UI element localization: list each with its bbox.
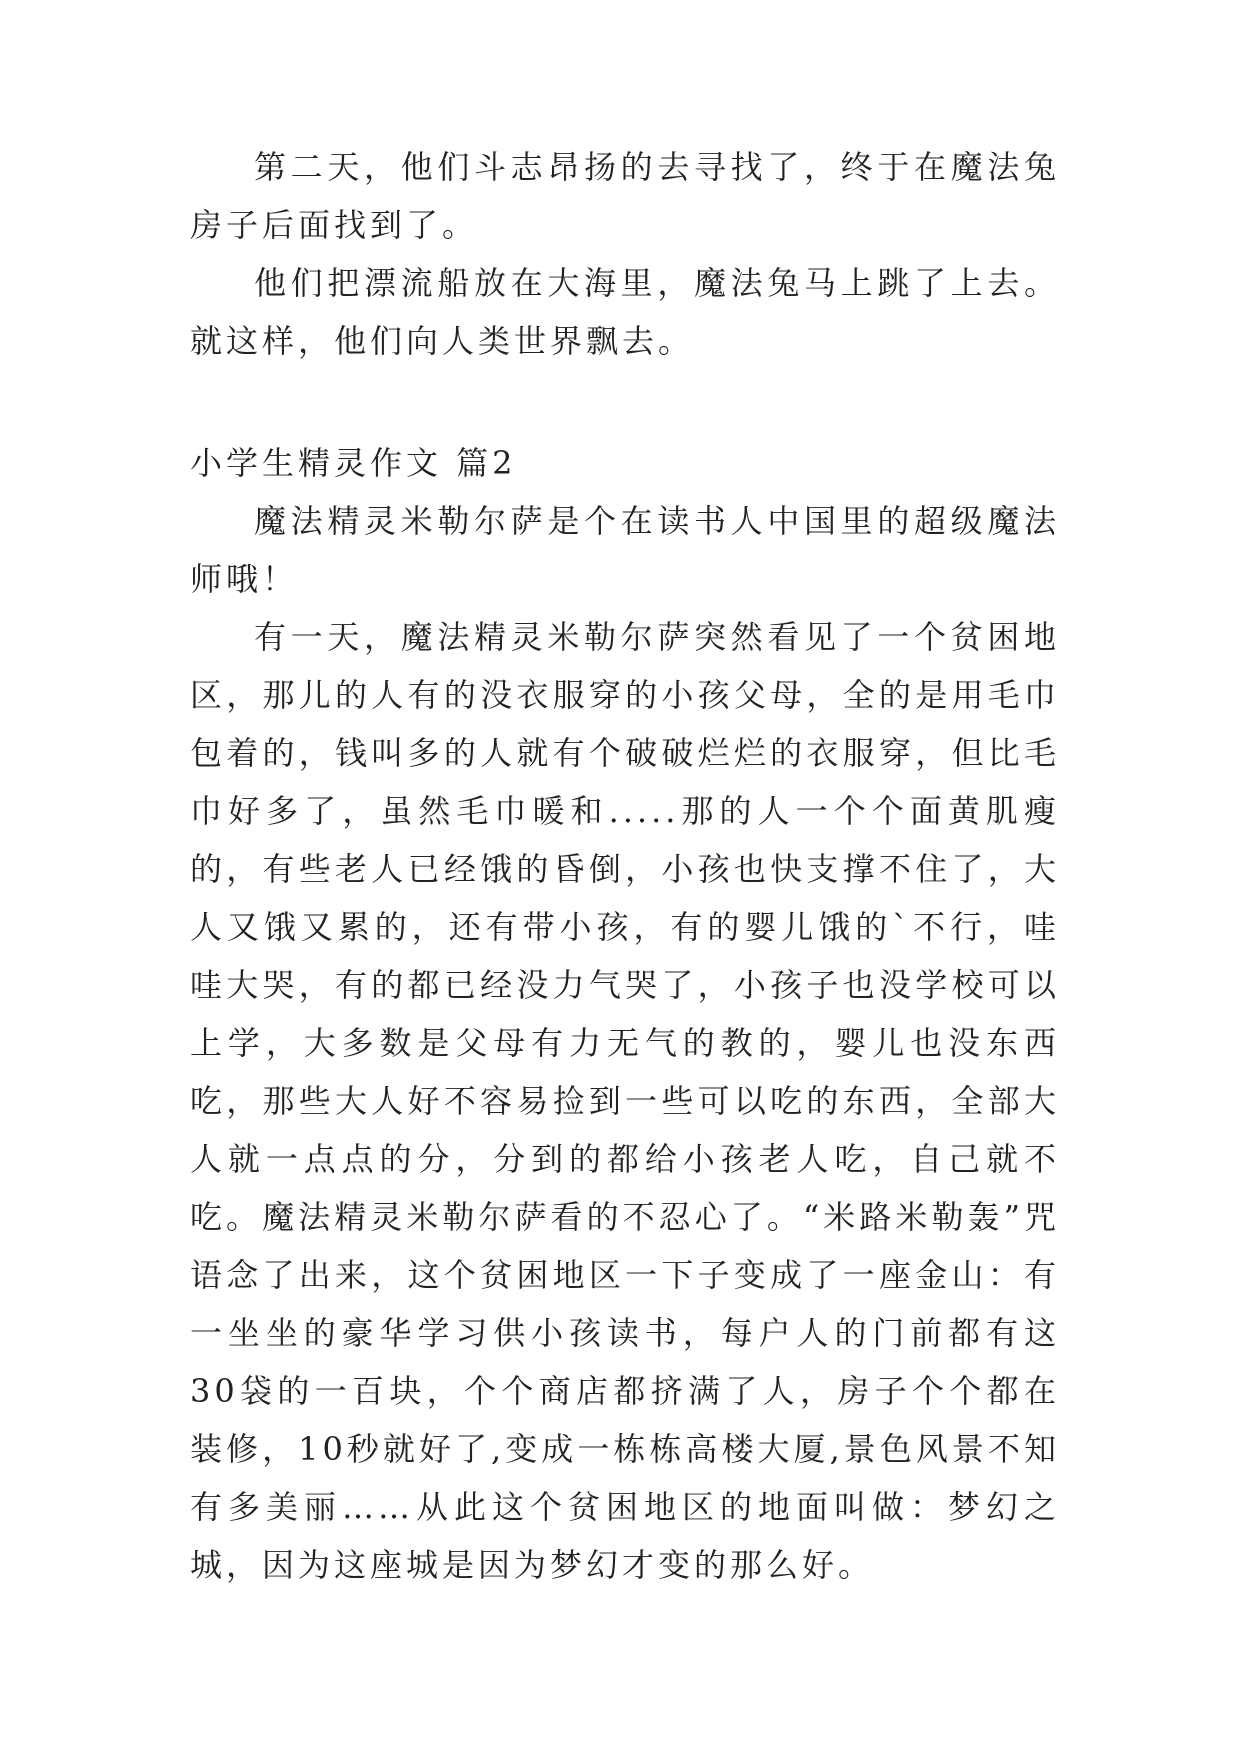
document-page (190, 138, 1060, 1594)
paragraph: 有一天，魔法精灵米勒尔萨突然看见了一个贫困地区，那儿的人有的没衣服穿的小孩父母，全的是用毛巾包着的，钱叫多的人就有个破破烂烂的衣服穿，但比毛巾好多了，虽然毛巾暖和.....那的人一个个面黄肌瘦的，有些老人已经饿的昏倒，小孩也快支撑不住了，大人又饿又累的，还有带小孩，有的婴儿饿的`不行，哇哇大哭，有的都已经没力气哭了，小孩子也没学校可以上学，大多数是父母有力无气的教的，婴儿也没东西吃，那些大人好不容易捡到一些可以吃的东西，全部大人就一点点的分，分到的都给小孩老人吃，自己就不吃。魔法精灵米勒尔萨看的不忍心了。“米路米勒轰”咒语念了出来，这个贫困地区一下子变成了一座金山：有一坐坐的豪华学习供小孩读书，每户人的门前都有这30袋的一百块，个个商店都挤满了人，房子个个都在装修，10秒就好了,变成一栋栋高楼大厦,景色风景不知有多美丽……从此这个贫困地区的地面叫做：梦幻之城，因为这座城是因为梦幻才变的那么好。 (190, 618, 1060, 1584)
paragraph: 第二天，他们斗志昂扬的去寻找了，终于在魔法兔房子后面找到了。 (190, 148, 1060, 244)
section-heading: 小学生精灵作文 篇2 (190, 444, 517, 482)
paragraph: 他们把漂流船放在大海里，魔法兔马上跳了上去。就这样，他们向人类世界飘去。 (190, 264, 1060, 360)
paragraph: 魔法精灵米勒尔萨是个在读书人中国里的超级魔法师哦！ (190, 502, 1060, 598)
